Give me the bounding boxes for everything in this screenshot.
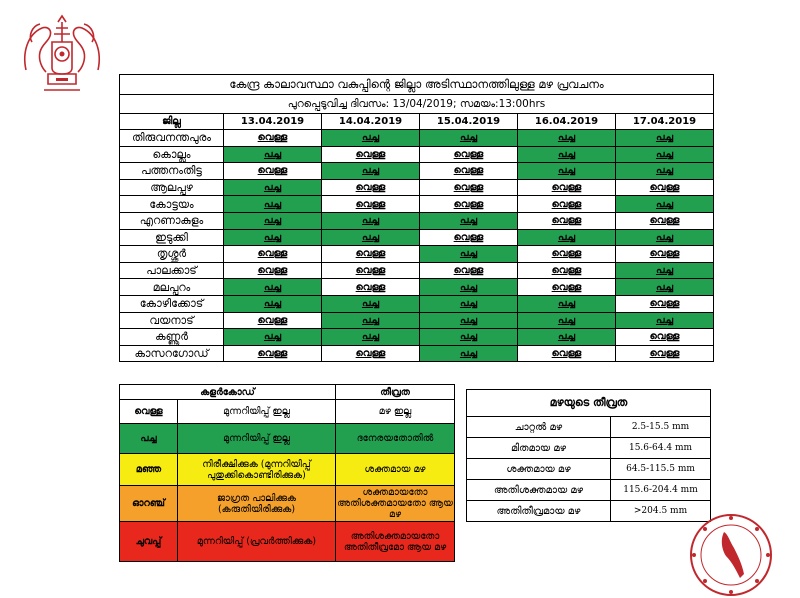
forecast-cell <box>616 163 714 180</box>
legend-intensity: ശക്തമായതോ അതിശക്തമായതോ ആയ മഴ <box>337 487 453 520</box>
forecast-title: കേന്ദ്ര കാലാവസ്ഥാ വകുപ്പിന്റെ ജില്ലാ അടിസ്ഥാനത്തിലുള്ള മഴ പ്രവചനം <box>120 75 714 95</box>
forecast-cell-label: പച്ച <box>557 231 576 243</box>
date-header-row <box>120 114 714 130</box>
legend-code: പച്ച <box>120 424 178 454</box>
forecast-cell-label: പച്ച <box>655 265 674 277</box>
forecast-cell-label: പച്ച <box>655 165 674 177</box>
legend-row <box>120 424 455 454</box>
date-header: 17.04.2019 <box>616 114 714 130</box>
forecast-cell-label: പച്ച <box>263 215 282 227</box>
forecast-cell <box>224 229 322 246</box>
forecast-cell-label: വെള്ള <box>257 265 288 277</box>
forecast-cell <box>322 229 420 246</box>
forecast-cell-label: വെള്ള <box>551 198 582 210</box>
forecast-cell-label: വെള്ള <box>355 148 386 160</box>
forecast-cell-label: വെള്ള <box>355 182 386 194</box>
intensity-label: അതിശക്തമായ മഴ <box>467 480 611 501</box>
forecast-cell <box>224 212 322 229</box>
forecast-cell-label: പച്ച <box>459 298 478 310</box>
intensity-range: 2.5-15.5 mm <box>611 417 711 438</box>
forecast-cell <box>616 295 714 312</box>
forecast-cell-label: പച്ച <box>459 314 478 326</box>
legend-intensity-header: തീവ്രത <box>336 385 455 400</box>
forecast-cell-label: വെള്ള <box>257 248 288 260</box>
forecast-cell-label: വെള്ള <box>453 182 484 194</box>
forecast-cell-label: പച്ച <box>557 298 576 310</box>
forecast-cell-label: വെള്ള <box>453 265 484 277</box>
forecast-cell <box>224 295 322 312</box>
forecast-cell <box>224 246 322 263</box>
legend-code: വെള്ള <box>120 400 178 424</box>
forecast-cell <box>322 345 420 362</box>
forecast-cell <box>224 196 322 213</box>
forecast-cell-label: പച്ച <box>655 281 674 293</box>
forecast-cell-label: പച്ച <box>361 231 380 243</box>
forecast-cell <box>518 229 616 246</box>
forecast-cell <box>518 196 616 213</box>
forecast-cell <box>322 196 420 213</box>
date-header: 14.04.2019 <box>322 114 420 130</box>
forecast-cell-label: പച്ച <box>361 215 380 227</box>
forecast-cell <box>322 329 420 346</box>
district-name: മലപ്പുറം <box>120 279 224 296</box>
legend-code: മഞ്ഞ <box>120 454 178 486</box>
forecast-cell <box>420 295 518 312</box>
forecast-cell <box>224 279 322 296</box>
kerala-emblem-icon <box>18 12 106 100</box>
forecast-cell-label: വെള്ള <box>551 215 582 227</box>
district-row <box>120 262 714 279</box>
forecast-cell <box>420 130 518 147</box>
legend-code: ഓറഞ്ച് <box>120 486 178 522</box>
forecast-cell-label: വെള്ള <box>257 348 288 360</box>
forecast-cell <box>224 262 322 279</box>
intensity-label: അതിതീവ്രമായ മഴ <box>467 501 611 522</box>
forecast-cell-label: പച്ച <box>361 314 380 326</box>
forecast-cell-label: പച്ച <box>655 148 674 160</box>
forecast-cell <box>518 146 616 163</box>
forecast-cell <box>518 262 616 279</box>
forecast-cell <box>322 146 420 163</box>
legend-action: ജാഗ്രത പാലിക്കുക (കരുതിയിരിക്കുക) <box>178 486 336 522</box>
district-name: തൃശ്ശൂർ <box>120 246 224 263</box>
forecast-cell-label: പച്ച <box>557 132 576 144</box>
forecast-cell <box>322 163 420 180</box>
district-row <box>120 345 714 362</box>
forecast-cell <box>224 146 322 163</box>
legend-action: മുന്നറിയിപ്പ് ഇല്ല <box>178 424 336 454</box>
forecast-cell-label: വെള്ള <box>453 231 484 243</box>
forecast-cell-label: പച്ച <box>655 231 674 243</box>
date-header: 15.04.2019 <box>420 114 518 130</box>
district-name: തിരുവനന്തപുരം <box>120 130 224 147</box>
forecast-cell <box>518 163 616 180</box>
forecast-cell-label: പച്ച <box>557 331 576 343</box>
forecast-cell-label: പച്ച <box>361 298 380 310</box>
forecast-cell <box>518 329 616 346</box>
forecast-cell <box>420 279 518 296</box>
district-name: പത്തനംതിട്ട <box>120 163 224 180</box>
district-row <box>120 163 714 180</box>
forecast-cell-label: പച്ച <box>655 132 674 144</box>
forecast-cell-label: വെള്ള <box>355 198 386 210</box>
intensity-table-title: മഴയുടെ തീവ്രത <box>467 390 711 417</box>
legend-row <box>120 454 455 486</box>
forecast-cell <box>518 312 616 329</box>
forecast-cell <box>518 295 616 312</box>
legend-intensity: ശക്തമായ മഴ <box>336 454 455 486</box>
legend-action: നിരീക്ഷിക്കുക (മുന്നറിയിപ്പ് പുതുക്കികൊണ്ടിരിക്കുക) <box>178 454 336 486</box>
forecast-cell-label: വെള്ള <box>355 281 386 293</box>
forecast-cell-label: വെള്ള <box>649 215 680 227</box>
forecast-cell-label: വെള്ള <box>355 248 386 260</box>
forecast-cell <box>420 196 518 213</box>
legend-colour-code-header: കളർകോഡ് <box>120 385 336 400</box>
district-name: കോഴിക്കോട് <box>120 295 224 312</box>
forecast-cell-label: പച്ച <box>459 348 478 360</box>
district-row <box>120 246 714 263</box>
forecast-cell-label: പച്ച <box>459 248 478 260</box>
forecast-cell-label: വെള്ള <box>257 314 288 326</box>
forecast-cell <box>322 295 420 312</box>
forecast-cell <box>224 163 322 180</box>
forecast-cell <box>616 345 714 362</box>
forecast-cell <box>518 212 616 229</box>
forecast-cell-label: വെള്ള <box>551 182 582 194</box>
forecast-cell <box>616 130 714 147</box>
forecast-cell <box>616 279 714 296</box>
district-row <box>120 229 714 246</box>
district-name: ആലപ്പുഴ <box>120 179 224 196</box>
forecast-cell <box>322 279 420 296</box>
date-header: 16.04.2019 <box>518 114 616 130</box>
district-name: വയനാട് <box>120 312 224 329</box>
forecast-cell-label: വെള്ള <box>649 298 680 310</box>
district-row <box>120 279 714 296</box>
intensity-row <box>467 459 711 480</box>
district-row <box>120 196 714 213</box>
forecast-cell-label: പച്ച <box>459 132 478 144</box>
forecast-cell-label: വെള്ള <box>649 248 680 260</box>
forecast-cell <box>420 345 518 362</box>
district-name: കാസറഗോഡ് <box>120 345 224 362</box>
district-row <box>120 146 714 163</box>
forecast-cell <box>616 312 714 329</box>
forecast-cell <box>518 279 616 296</box>
forecast-cell <box>616 179 714 196</box>
forecast-cell <box>420 246 518 263</box>
district-name: പാലക്കാട് <box>120 262 224 279</box>
forecast-table <box>119 74 714 362</box>
legend-intensity: മഴ ഇല്ല <box>336 400 455 424</box>
forecast-cell-label: പച്ച <box>263 298 282 310</box>
forecast-cell-label: വെള്ള <box>355 348 386 360</box>
district-name: കൊല്ലം <box>120 146 224 163</box>
forecast-cell <box>616 262 714 279</box>
forecast-cell <box>322 179 420 196</box>
forecast-cell <box>322 262 420 279</box>
legend-intensity: അതിശക്തമായതോ അതിതീവ്രമോ ആയ മഴ <box>336 522 455 562</box>
forecast-cell <box>420 229 518 246</box>
forecast-cell <box>322 312 420 329</box>
forecast-cell-label: വെള്ള <box>453 148 484 160</box>
forecast-cell <box>616 329 714 346</box>
intensity-label: ശക്തമായ മഴ <box>467 459 611 480</box>
forecast-cell-label: പച്ച <box>263 198 282 210</box>
forecast-cell <box>224 130 322 147</box>
district-row <box>120 130 714 147</box>
forecast-cell-label: വെള്ള <box>649 348 680 360</box>
intensity-label: ചാറ്റൽ മഴ <box>467 417 611 438</box>
forecast-cell-label: പച്ച <box>557 165 576 177</box>
district-name: കണ്ണൂർ <box>120 329 224 346</box>
forecast-cell-label: വെള്ള <box>551 248 582 260</box>
district-row <box>120 179 714 196</box>
district-row <box>120 295 714 312</box>
district-row <box>120 329 714 346</box>
forecast-cell-label: വെള്ള <box>257 165 288 177</box>
intensity-label: മിതമായ മഴ <box>467 438 611 459</box>
forecast-cell-label: വെള്ള <box>551 281 582 293</box>
forecast-cell-label: പച്ച <box>655 314 674 326</box>
district-row <box>120 212 714 229</box>
district-column-header: ജില്ല <box>120 114 224 130</box>
forecast-cell <box>518 130 616 147</box>
forecast-cell <box>224 312 322 329</box>
forecast-cell-label: വെള്ള <box>551 348 582 360</box>
intensity-row <box>467 417 711 438</box>
forecast-cell <box>616 246 714 263</box>
forecast-cell <box>224 345 322 362</box>
forecast-cell <box>224 179 322 196</box>
forecast-cell-label: വെള്ള <box>453 165 484 177</box>
forecast-cell-label: പച്ച <box>263 148 282 160</box>
intensity-row <box>467 438 711 459</box>
legend-intensity: ദനേരയതോതിൽ <box>336 424 455 454</box>
forecast-cell-label: പച്ച <box>655 198 674 210</box>
forecast-cell <box>420 312 518 329</box>
intensity-range: >204.5 mm <box>611 501 711 522</box>
district-name: കോട്ടയം <box>120 196 224 213</box>
intensity-range: 15.6-64.4 mm <box>611 438 711 459</box>
forecast-cell-label: വെള്ള <box>355 265 386 277</box>
forecast-cell <box>616 196 714 213</box>
forecast-cell-label: വെള്ള <box>453 198 484 210</box>
forecast-cell <box>322 130 420 147</box>
legend-row <box>120 522 455 562</box>
colour-code-legend <box>119 384 455 562</box>
forecast-cell-label: പച്ച <box>459 331 478 343</box>
forecast-cell <box>616 212 714 229</box>
forecast-cell <box>322 246 420 263</box>
district-name: ഇടുക്കി <box>120 229 224 246</box>
forecast-cell <box>420 179 518 196</box>
forecast-cell-label: പച്ച <box>263 182 282 194</box>
forecast-cell <box>616 146 714 163</box>
kdma-logo-icon <box>688 512 774 598</box>
forecast-cell-label: വെള്ള <box>649 182 680 194</box>
legend-row <box>120 400 455 424</box>
forecast-cell <box>518 179 616 196</box>
forecast-cell-label: പച്ച <box>361 165 380 177</box>
forecast-cell <box>616 229 714 246</box>
legend-action: മുന്നറിയിപ്പ് (പ്രവർത്തിക്കുക) <box>178 522 336 562</box>
forecast-cell <box>420 163 518 180</box>
intensity-row <box>467 480 711 501</box>
rain-intensity-table <box>466 389 711 522</box>
intensity-range: 64.5-115.5 mm <box>611 459 711 480</box>
legend-action: മുന്നറിയിപ്പ് ഇല്ല <box>178 400 336 424</box>
forecast-cell-label: പച്ച <box>263 231 282 243</box>
district-row <box>120 312 714 329</box>
forecast-cell-label: വെള്ള <box>649 331 680 343</box>
intensity-row <box>467 501 711 522</box>
date-header: 13.04.2019 <box>224 114 322 130</box>
forecast-cell <box>224 329 322 346</box>
forecast-cell <box>518 345 616 362</box>
forecast-cell-label: വെള്ള <box>257 132 288 144</box>
forecast-cell <box>420 262 518 279</box>
issued-date-time: പുറപ്പെടുവിച്ച ദിവസം: 13/04/2019; സമയം:13:00hrs <box>120 95 714 114</box>
forecast-cell <box>420 146 518 163</box>
forecast-cell-label: പച്ച <box>263 331 282 343</box>
forecast-cell <box>420 329 518 346</box>
forecast-cell-label: പച്ച <box>557 314 576 326</box>
district-name: എറണാകുളം <box>120 212 224 229</box>
forecast-cell <box>420 212 518 229</box>
forecast-cell-label: പച്ച <box>361 331 380 343</box>
forecast-cell-label: പച്ച <box>557 148 576 160</box>
forecast-cell-label: വെള്ള <box>551 265 582 277</box>
forecast-cell-label: പച്ച <box>361 132 380 144</box>
forecast-cell-label: പച്ച <box>459 281 478 293</box>
forecast-cell-label: പച്ച <box>459 215 478 227</box>
forecast-cell-label: പച്ച <box>263 281 282 293</box>
forecast-cell <box>518 246 616 263</box>
legend-code: ചുവപ്പ് <box>120 522 178 562</box>
forecast-cell <box>322 212 420 229</box>
intensity-range: 115.6-204.4 mm <box>611 480 711 501</box>
legend-row <box>120 486 455 522</box>
